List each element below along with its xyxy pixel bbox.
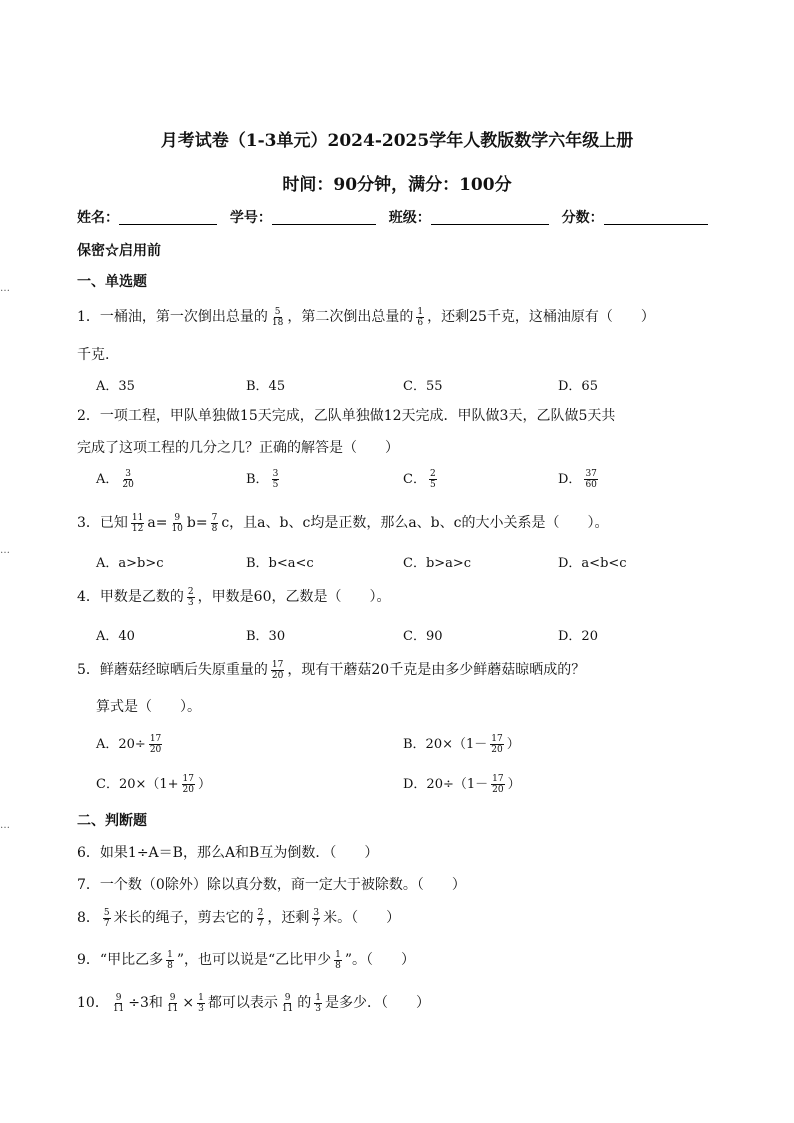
q3-option-a[interactable]: A．a>b>c (96, 556, 164, 571)
q5-option-c[interactable]: C．20×（1+ $\frac{17}{20}$ ） (96, 774, 212, 795)
fraction: $\frac{9}{10}$ (171, 512, 183, 534)
q4-option-a[interactable]: A．40 (96, 629, 135, 644)
q2-line2: 完成了这项工程的几分之几？正确的解答是（ ） (77, 440, 399, 456)
q3-option-c[interactable]: C．b>a>c (403, 556, 472, 571)
fraction: $\frac{11}{12}$ (131, 512, 144, 534)
question-8: 8． $\frac{5}{7}$ 米长的绳子，剪去它的 $\frac{2}{7}$ ，还剩 $\frac{3}{7}$ 米。（ ） (77, 907, 401, 929)
section-judgement: 二、判断题 (77, 813, 147, 829)
fraction: $\frac{17}{20}$ (491, 734, 503, 755)
q4-option-b[interactable]: B．30 (246, 629, 286, 644)
q5-option-a[interactable]: A．20÷ $\frac{17}{20}$ (96, 734, 162, 755)
q1-option-a[interactable]: A．35 (96, 379, 135, 394)
fraction: $\frac{9}{11}$ (166, 992, 179, 1014)
score-blank[interactable] (604, 210, 708, 225)
question-3: 3．已知 $\frac{11}{12}$ a= $\frac{9}{10}$ b= $\frac{7}{8}$ c，且a、b、c均是正数，那么a、b、c的大小关系是（ ）。 (77, 512, 609, 534)
fraction: $\frac{37}{60}$ (585, 469, 597, 490)
fraction: $\frac{5}{18}$ (271, 306, 284, 328)
fraction: $\frac{2}{3}$ (187, 586, 194, 608)
q1-option-b[interactable]: B．45 (246, 379, 286, 394)
fraction: $\frac{9}{11}$ (112, 992, 125, 1014)
q1-option-d[interactable]: D．65 (558, 379, 598, 394)
fraction: $\frac{3}{5}$ (272, 469, 279, 490)
q1-line2: 千克. (77, 347, 110, 363)
q4-option-d[interactable]: D．20 (558, 629, 598, 644)
name-blank[interactable] (119, 210, 217, 225)
confidential-label: 保密☆启用前 (77, 243, 161, 259)
margin-mark: … (0, 545, 10, 556)
question-6: 6．如果1÷A＝B，那么A和B互为倒数．（ ） (77, 845, 379, 861)
fraction: $\frac{1}{8}$ (167, 949, 173, 971)
fraction: $\frac{1}{3}$ (198, 992, 204, 1014)
class-blank[interactable] (431, 210, 549, 225)
q2-option-a[interactable]: A． $\frac{3}{20}$ (96, 469, 134, 490)
fraction: $\frac{1}{8}$ (335, 949, 341, 971)
question-10: 10． $\frac{9}{11}$ ÷3和 $\frac{9}{11}$ × $\frac{1}{3}$ 都可以表示 $\frac{9}{11}$ 的 $\frac{1}{3}$ 是多少．（ ） (77, 992, 431, 1014)
q1-text: 1．一桶油，第一次倒出总量的 (77, 309, 268, 325)
page-subtitle: 时间：90分钟，满分：100分 (282, 175, 512, 195)
fraction: $\frac{17}{20}$ (149, 734, 162, 755)
q2-option-b[interactable]: B． $\frac{3}{5}$ (246, 469, 279, 490)
fraction: $\frac{2}{7}$ (257, 907, 264, 929)
q4-option-c[interactable]: C．90 (403, 629, 443, 644)
q2-line1: 2．一项工程，甲队单独做15天完成，乙队单独做12天完成．甲队做3天，乙队做5天共 (77, 408, 616, 424)
score-label: 分数： (561, 210, 604, 226)
margin-mark: … (0, 283, 10, 294)
question-5: 5．鲜蘑菇经晾晒后失原重量的 $\frac{17}{20}$ ，现有干蘑菇20千克是由多少鲜蘑菇晾晒成的？ (77, 659, 586, 681)
fraction: $\frac{1}{3}$ (315, 992, 322, 1014)
q1-option-c[interactable]: C．55 (403, 379, 443, 394)
fraction: $\frac{5}{7}$ (103, 907, 110, 929)
q2-option-d[interactable]: D． $\frac{37}{60}$ (558, 469, 597, 490)
q2-option-c[interactable]: C． $\frac{2}{5}$ (403, 469, 436, 490)
fraction: $\frac{3}{7}$ (313, 907, 320, 929)
q5-option-d[interactable]: D．20÷（1－ $\frac{17}{20}$ ） (403, 774, 521, 795)
fraction: $\frac{1}{6}$ (417, 306, 424, 328)
question-9: 9．“甲比乙多 $\frac{1}{8}$ ”，也可以说是“乙比甲少 $\frac{1}{8}$ ”。（ ） (77, 949, 416, 971)
id-label: 学号： (229, 210, 272, 226)
fraction: $\frac{17}{20}$ (271, 659, 284, 681)
name-label: 姓名： (77, 210, 119, 226)
q5-option-b[interactable]: B．20×（1－ $\frac{17}{20}$ ） (403, 734, 520, 755)
class-label: 班级： (388, 210, 431, 226)
q3-option-d[interactable]: D．a<b<c (558, 556, 627, 571)
fraction: $\frac{2}{5}$ (429, 469, 436, 490)
margin-mark: … (0, 820, 10, 831)
page-title: 月考试卷（1-3单元）2024-2025学年人教版数学六年级上册 (160, 131, 634, 151)
fraction: $\frac{9}{11}$ (281, 992, 294, 1014)
student-info-row (77, 207, 708, 227)
q3-option-b[interactable]: B．b<a<c (246, 556, 314, 571)
question-7: 7．一个数（0除外）除以真分数，商一定大于被除数。（ ） (77, 877, 466, 893)
section-single-choice: 一、单选题 (77, 274, 147, 290)
fraction: $\frac{3}{20}$ (122, 469, 134, 490)
q5-line2: 算式是（ ）。 (96, 699, 201, 715)
fraction: $\frac{17}{20}$ (492, 774, 504, 795)
question-4: 4．甲数是乙数的 $\frac{2}{3}$ ，甲数是60，乙数是（ ）。 (77, 586, 391, 608)
fraction: $\frac{17}{20}$ (182, 774, 194, 795)
fraction: $\frac{7}{8}$ (211, 512, 218, 534)
q1-text: ，第二次倒出总量的 (287, 309, 414, 325)
q1-text: ，还剩25千克，这桶油原有（ ） (427, 309, 655, 325)
question-1 (77, 306, 655, 328)
id-blank[interactable] (272, 210, 376, 225)
